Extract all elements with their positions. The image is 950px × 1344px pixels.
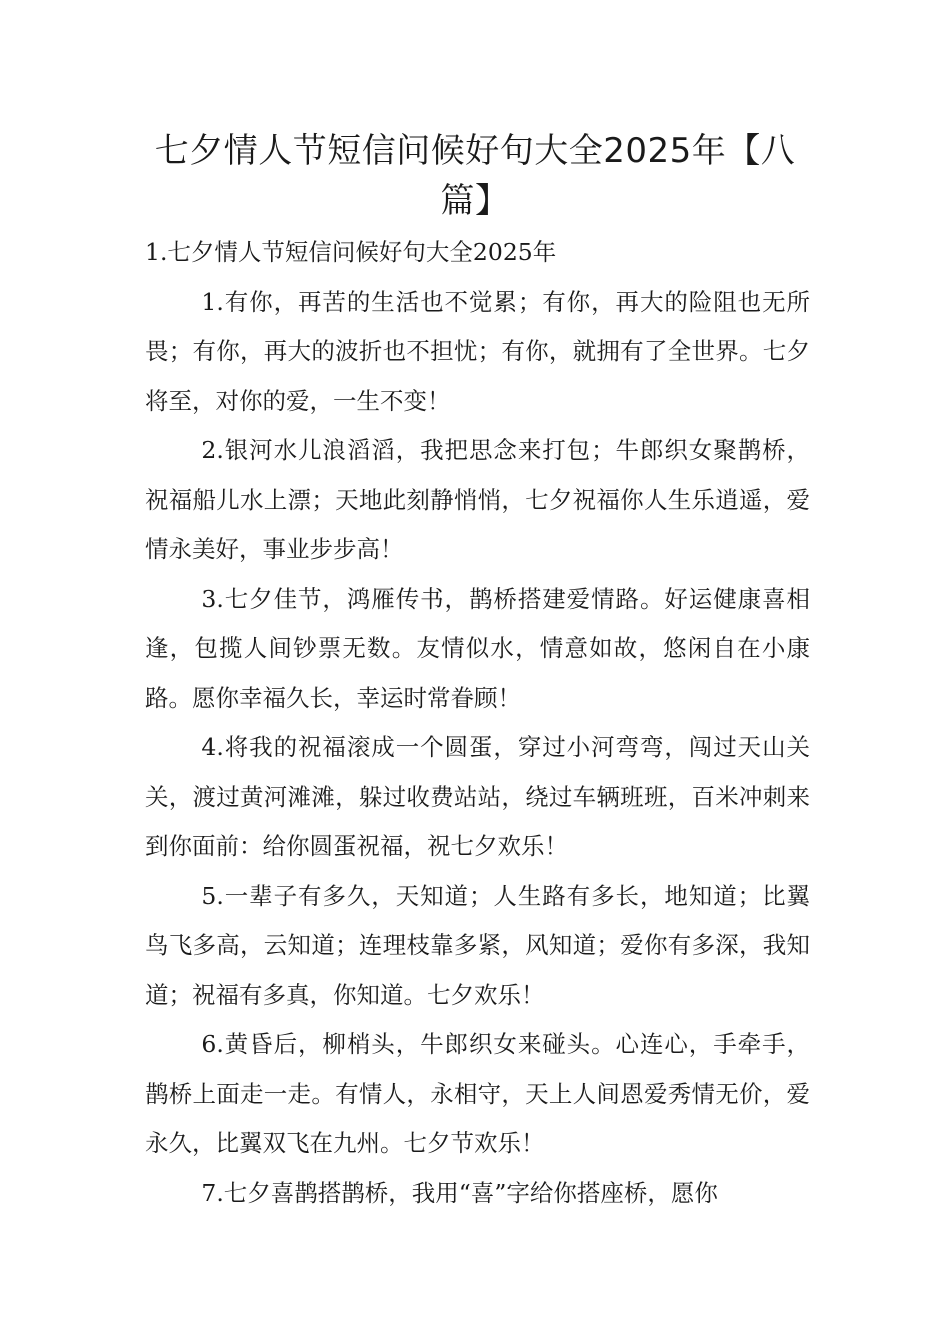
section-heading: 1.七夕情人节短信问候好句大全2025年	[145, 238, 557, 266]
document-title: 七夕情人节短信问候好句大全2025年【八篇】	[154, 131, 796, 221]
greeting-paragraph-3: 3.七夕佳节，鸿雁传书，鹊桥搭建爱情路。好运健康喜相逢，包揽人间钞票无数。友情似水，情意如故，悠闲自在小康路。愿你幸福久长，幸运时常眷顾！	[145, 584, 810, 712]
greeting-paragraph-6: 6.黄昏后，柳梢头，牛郎织女来碰头。心连心，手牵手，鹊桥上面走一走。有情人，永相守，天上人间恩爱秀情无价，爱永久，比翼双飞在九州。七夕节欢乐！	[145, 1030, 810, 1157]
greeting-paragraph-2: 2.银河水儿浪滔滔，我把思念来打包；牛郎织女聚鹊桥，祝福船儿水上漂；天地此刻静悄悄，七夕祝福你人生乐逍遥，爱情永美好，事业步步高！	[145, 436, 810, 563]
greeting-paragraph-5: 5.一辈子有多久，天知道；人生路有多长，地知道；比翼鸟飞多高，云知道；连理枝靠多紧，风知道；爱你有多深，我知道；祝福有多真，你知道。七夕欢乐！	[145, 881, 810, 1009]
greeting-paragraph-1: 1.有你，再苦的生活也不觉累；有你，再大的险阻也无所畏；有你，再大的波折也不担忧；有你，就拥有了全世界。七夕将至，对你的爱，一生不变！	[145, 287, 810, 415]
greeting-paragraph-7: 7.七夕喜鹊搭鹊桥，我用“喜”字给你搭座桥，愿你	[201, 1178, 718, 1207]
greeting-paragraph-4: 4.将我的祝福滚成一个圆蛋，穿过小河弯弯，闯过天山关关，渡过黄河滩滩，躲过收费站站，绕过车辆班班，百米冲刺来到你面前：给你圆蛋祝福，祝七夕欢乐！	[145, 733, 810, 860]
document-body	[145, 228, 810, 1218]
greeting-list	[145, 278, 810, 1219]
